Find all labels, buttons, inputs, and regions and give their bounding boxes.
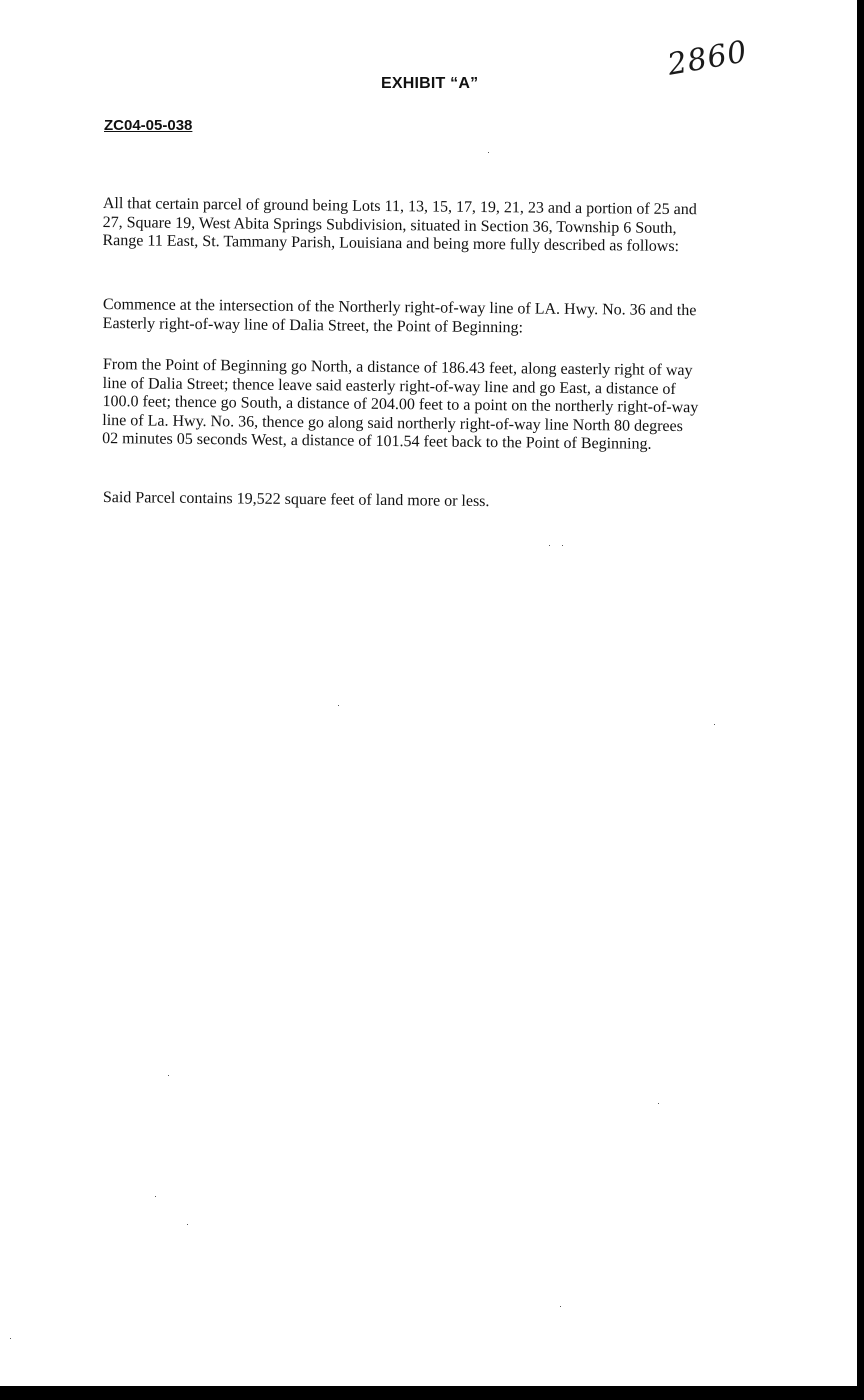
boundary-description-paragraph: From the Point of Beginning go North, a distance of 186.43 feet, along easterly right of way line of Dalia Street; thence leave said easterly right-of-way line and go East, a distance of 100.0 feet; thence go South, a distance of 204.00 feet to a point on the northerly right-of-way line of La. Hwy. No. 36, thence go along said northerly right-of-way line North 80 degrees 02 minutes 05 seconds West, a distance of 101.54 feet back to the Point of Beginning.: [102, 356, 699, 453]
scan-speck: [155, 1196, 156, 1197]
parcel-area-paragraph: Said Parcel contains 19,522 square feet of land more or less.: [102, 489, 490, 511]
scan-speck: [658, 1103, 659, 1104]
case-number: ZC04-05-038: [104, 117, 193, 134]
scan-border-right: [857, 0, 864, 1400]
scan-speck: [338, 705, 339, 706]
exhibit-title: EXHIBIT “A”: [381, 75, 479, 92]
commencement-paragraph: Commence at the intersection of the Northerly right-of-way line of LA. Hwy. No. 36 and the Easterly right-of-way line of Dalia Street, the Point of Beginning:: [102, 296, 697, 336]
scan-border-bottom: [0, 1386, 864, 1400]
scan-speck: [10, 1338, 11, 1339]
handwritten-page-number: 2860: [664, 34, 751, 83]
scan-speck: [168, 1075, 169, 1076]
scan-speck: [549, 545, 550, 546]
scan-speck: [714, 724, 715, 725]
scan-speck: [562, 545, 563, 546]
scan-speck: [187, 1224, 188, 1225]
scan-speck: [560, 1306, 561, 1307]
scan-speck: [488, 152, 489, 153]
parcel-description-paragraph: All that certain parcel of ground being Lots 11, 13, 15, 17, 19, 21, 23 and a portion of 25 and 27, Square 19, West Abita Springs Subdivision, situated in Section 36, Township 6 South, Range 11 East, St. Tammany Parish, Louisiana and being more fully described as follows:: [102, 195, 697, 256]
